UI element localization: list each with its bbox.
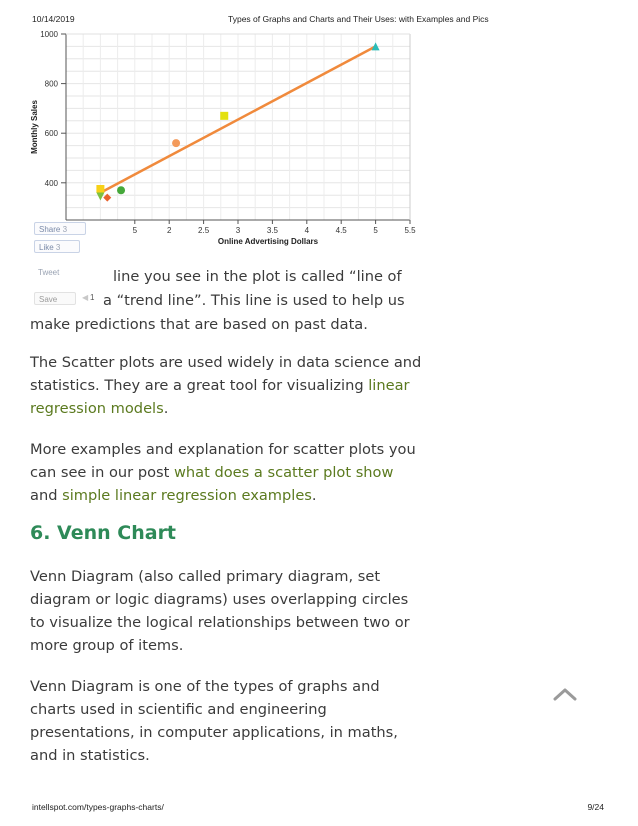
- y-tick-label: 600: [44, 129, 58, 139]
- x-tick-label: 2.5: [198, 226, 210, 235]
- like-button[interactable]: [34, 240, 80, 253]
- scroll-top-chevron-icon[interactable]: [552, 686, 578, 702]
- venn-usage-paragraph: Venn Diagram is one of the types of graphs and charts used in scientific and engineering presentations, in computer applications, in maths, and in statistics.: [30, 678, 398, 764]
- x-tick-label: 3.5: [266, 226, 278, 235]
- x-tick-label: 3: [235, 226, 241, 235]
- venn-definition-paragraph: Venn Diagram (also called primary diagram, set diagram or logic diagrams) uses overlapping circles to visualize the logical relationships between two or more group of items.: [30, 568, 410, 654]
- share-label: Share: [39, 225, 61, 234]
- y-tick-label: 800: [44, 79, 58, 89]
- print-title: Types of Graphs and Charts and Their Uses: with Examples and Pics: [228, 14, 489, 24]
- print-url: intellspot.com/types-graphs-charts/: [32, 802, 164, 812]
- data-point-circle: [117, 186, 125, 194]
- scatter-usage-text: The Scatter plots are used widely in data science and statistics. They are a great tool for visualizing: [30, 354, 422, 394]
- x-tick-label: 5: [373, 226, 378, 235]
- print-page-number: 9/24: [587, 802, 604, 812]
- x-axis-label: Online Advertising Dollars: [217, 237, 319, 246]
- paragraph-line-3: make predictions that are based on past data.: [30, 316, 368, 333]
- print-date: 10/14/2019: [32, 14, 75, 24]
- more-examples-end: .: [311, 487, 317, 504]
- more-examples-paragraph: [30, 438, 422, 507]
- share-count: 3: [62, 225, 68, 234]
- save-button[interactable]: [34, 292, 76, 305]
- more-examples-and: and: [30, 487, 63, 504]
- paragraph-line-2: a “trend line”. This line is used to help us: [103, 292, 405, 309]
- like-label: Like: [39, 243, 54, 252]
- scatter-usage-end: .: [163, 400, 169, 417]
- x-tick-label: 4: [304, 226, 310, 235]
- tweet-button[interactable]: [34, 266, 80, 279]
- linear-regression-link[interactable]: linear regression models: [30, 377, 410, 417]
- y-tick-label: 1000: [40, 30, 58, 39]
- venn-chart-heading: 6. Venn Chart: [30, 522, 177, 544]
- save-count: 1: [90, 293, 95, 302]
- paragraph-line-1: line you see in the plot is called “line of: [113, 268, 402, 285]
- y-axis-label: Monthly Sales: [30, 100, 39, 154]
- share-button[interactable]: [34, 222, 86, 235]
- data-point-circle: [172, 139, 180, 147]
- tweet-label: Tweet: [38, 268, 60, 277]
- x-tick-label: 4.5: [335, 226, 347, 235]
- scatter-plot-show-link[interactable]: what does a scatter plot show: [173, 464, 394, 481]
- like-count: 3: [55, 243, 61, 252]
- data-point-square: [220, 112, 228, 120]
- data-point-square: [96, 185, 104, 193]
- scatter-chart-svg: [28, 24, 428, 252]
- scatter-chart: [28, 24, 428, 252]
- data-point-triangle-down: [96, 192, 104, 200]
- simple-linear-regression-link[interactable]: simple linear regression examples: [62, 487, 312, 504]
- save-label: Save: [39, 295, 58, 304]
- social-share-bar: [30, 222, 106, 314]
- x-tick-label: 2: [166, 226, 172, 235]
- more-examples-text: More examples and explanation for scatter plots you can see in our post: [30, 441, 416, 481]
- x-tick-label: 5: [132, 226, 138, 235]
- scatter-usage-paragraph: [30, 351, 422, 420]
- y-tick-label: 400: [44, 178, 58, 188]
- x-tick-label: 5.5: [404, 226, 416, 235]
- save-count-arrow-icon: ◀: [82, 293, 89, 302]
